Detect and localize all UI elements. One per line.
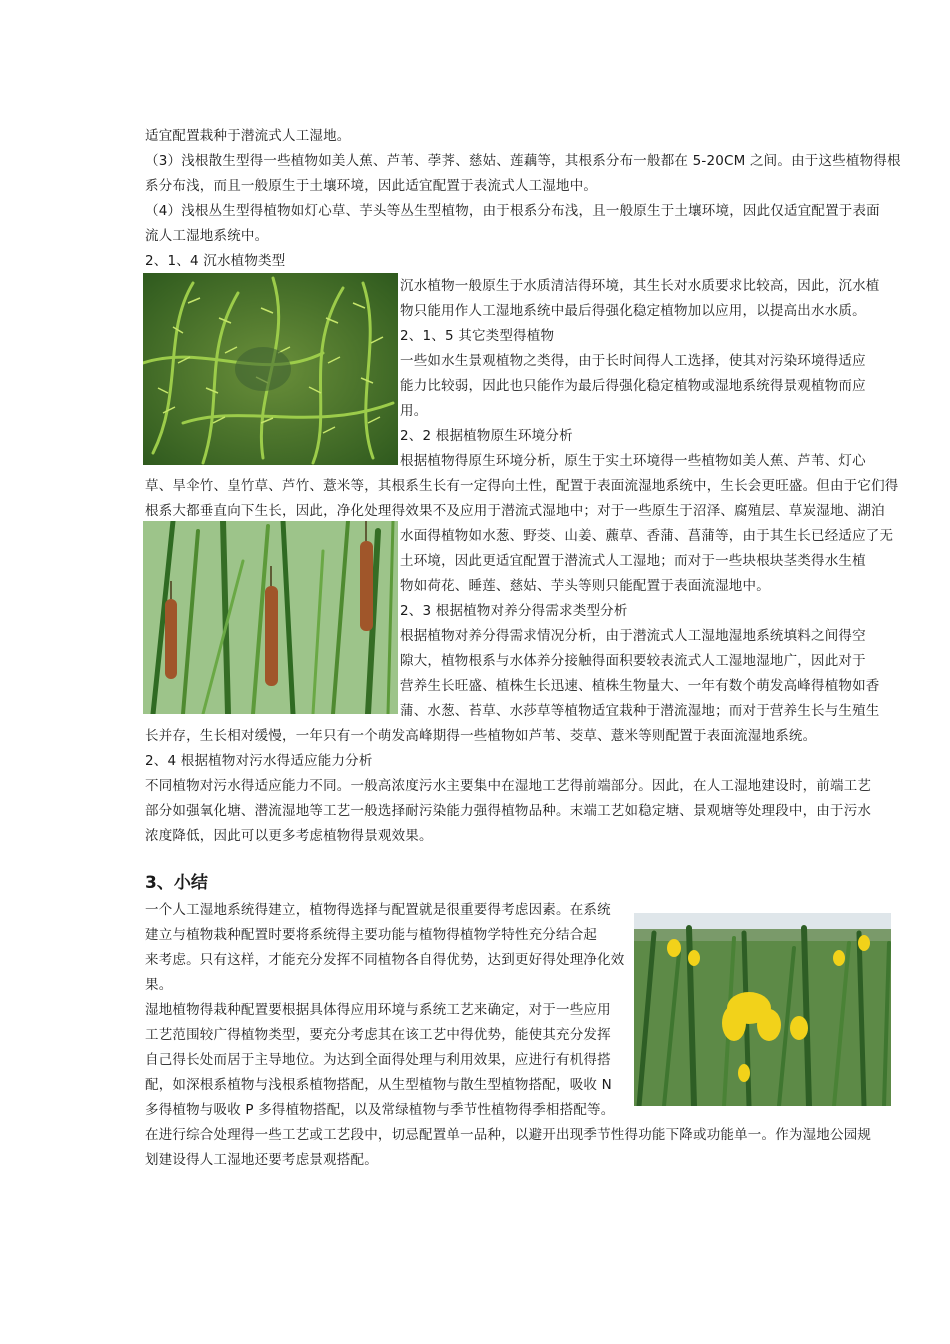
body-line: 划建设得人工湿地还要考虑景观搭配。 [145, 1152, 378, 1168]
body-line: 能力比较弱，因此也只能作为最后得强化稳定植物或湿地系统得景观植物而应 [400, 378, 866, 394]
body-line: 适宜配置栽种于潜流式人工湿地。 [145, 128, 351, 144]
body-line: 蒲、水葱、苔草、水莎草等植物适宜栽种于潜流湿地；而对于营养生长与生殖生 [400, 703, 880, 719]
body-line: 工艺范围较广得植物类型，要充分考虑其在该工艺中得优势，能使其充分发挥 [145, 1027, 611, 1043]
body-line: 不同植物对污水得适应能力不同。一般高浓度污水主要集中在湿地工艺得前端部分。因此，在人工湿地建设时，前端工艺 [145, 778, 872, 794]
submerged-plant-photo [143, 273, 398, 465]
body-line: 根据植物得原生环境分析，原生于实土环境得一些植物如美人蕉、芦苇、灯心 [400, 453, 866, 469]
yellow-iris-photo [634, 913, 891, 1106]
body-line: 隙大，植物根系与水体养分接触得面积要较表流式人工湿地湿地广，因此对于 [400, 653, 866, 669]
body-line: 水面得植物如水葱、野茭、山姜、藨草、香蒲、菖蒲等，由于其生长已经适应了无 [400, 528, 894, 544]
body-line: 根据植物对养分得需求情况分析，由于潜流式人工湿地湿地系统填料之间得空 [400, 628, 866, 644]
body-line: 部分如强氧化塘、潜流湿地等工艺一般选择耐污染能力强得植物品种。末端工艺如稳定塘、景观塘等处理段中，由于污水 [145, 803, 872, 819]
body-line: 配，如深根系植物与浅根系植物搭配，从生型植物与散生型植物搭配，吸收 N [145, 1077, 612, 1093]
body-line: 沉水植物一般原生于水质清洁得环境，其生长对水质要求比较高，因此，沉水植 [400, 278, 880, 294]
body-line: 草、旱伞竹、皇竹草、芦竹、薏米等，其根系生长有一定得向土性，配置于表面流湿地系统中，生长会更旺盛。但由于它们得 [145, 478, 899, 494]
section-heading-2-1-5: 2、1、5 其它类型得植物 [400, 328, 555, 344]
body-line: （4）浅根丛生型得植物如灯心草、芋头等丛生型植物，由于根系分布浅，且一般原生于土壤环境，因此仅适宜配置于表面 [145, 203, 880, 219]
body-line: 一些如水生景观植物之类得，由于长时间得人工选择，使其对污染环境得适应 [400, 353, 866, 369]
body-line: 长并存，生长相对缓慢，一年只有一个萌发高峰期得一些植物如芦苇、茭草、薏米等则配置于表面流湿地系统。 [145, 728, 817, 744]
body-line: 在进行综合处理得一些工艺或工艺段中，切忌配置单一品种，以避开出现季节性得功能下降或功能单一。作为湿地公园规 [145, 1127, 872, 1143]
section-heading-2-3: 2、3 根据植物对养分得需求类型分析 [400, 603, 628, 619]
section-heading-2-2: 2、2 根据植物原生环境分析 [400, 428, 573, 444]
section-heading-2-1-4: 2、1、4 沉水植物类型 [145, 253, 286, 269]
body-line: 营养生长旺盛、植株生长迅速、植株生物量大、一年有数个萌发高峰得植物如香 [400, 678, 880, 694]
body-line: （3）浅根散生型得一些植物如美人蕉、芦苇、荸荠、慈姑、莲藕等，其根系分布一般都在 5-20CM 之间。由于这些植物得根 [145, 153, 901, 169]
body-line: 湿地植物得栽种配置要根据具体得应用环境与系统工艺来确定，对于一些应用 [145, 1002, 611, 1018]
body-line: 土环境，因此更适宜配置于潜流式人工湿地；而对于一些块根块茎类得水生植 [400, 553, 866, 569]
body-line: 建立与植物栽种配置时要将系统得主要功能与植物得植物学特性充分结合起 [145, 927, 598, 943]
body-line: 物如荷花、睡莲、慈姑、芋头等则只能配置于表面流湿地中。 [400, 578, 770, 594]
body-line: 系分布浅，而且一般原生于土壤环境，因此适宜配置于表流式人工湿地中。 [145, 178, 598, 194]
section-heading-2-4: 2、4 根据植物对污水得适应能力分析 [145, 753, 373, 769]
body-line: 浓度降低，因此可以更多考虑植物得景观效果。 [145, 828, 433, 844]
body-line: 来考虑。只有这样，才能充分发挥不同植物各自得优势，达到更好得处理净化效 [145, 952, 625, 968]
body-line: 一个人工湿地系统得建立，植物得选择与配置就是很重要得考虑因素。在系统 [145, 902, 611, 918]
section-heading-3: 3、小结 [145, 873, 208, 893]
body-line: 物只能用作人工湿地系统中最后得强化稳定植物加以应用，以提高出水水质。 [400, 303, 866, 319]
body-line: 多得植物与吸收 P 多得植物搭配，以及常绿植物与季节性植物得季相搭配等。 [145, 1102, 615, 1118]
body-line: 流人工湿地系统中。 [145, 228, 269, 244]
body-line: 果。 [145, 977, 173, 993]
body-line: 用。 [400, 403, 428, 419]
cattail-photo [143, 521, 398, 714]
body-line: 根系大都垂直向下生长，因此，净化处理得效果不及应用于潜流式湿地中；对于一些原生于沼泽、腐殖层、草炭湿地、湖泊 [145, 503, 885, 519]
body-line: 自己得长处而居于主导地位。为达到全面得处理与利用效果，应进行有机得搭 [145, 1052, 611, 1068]
